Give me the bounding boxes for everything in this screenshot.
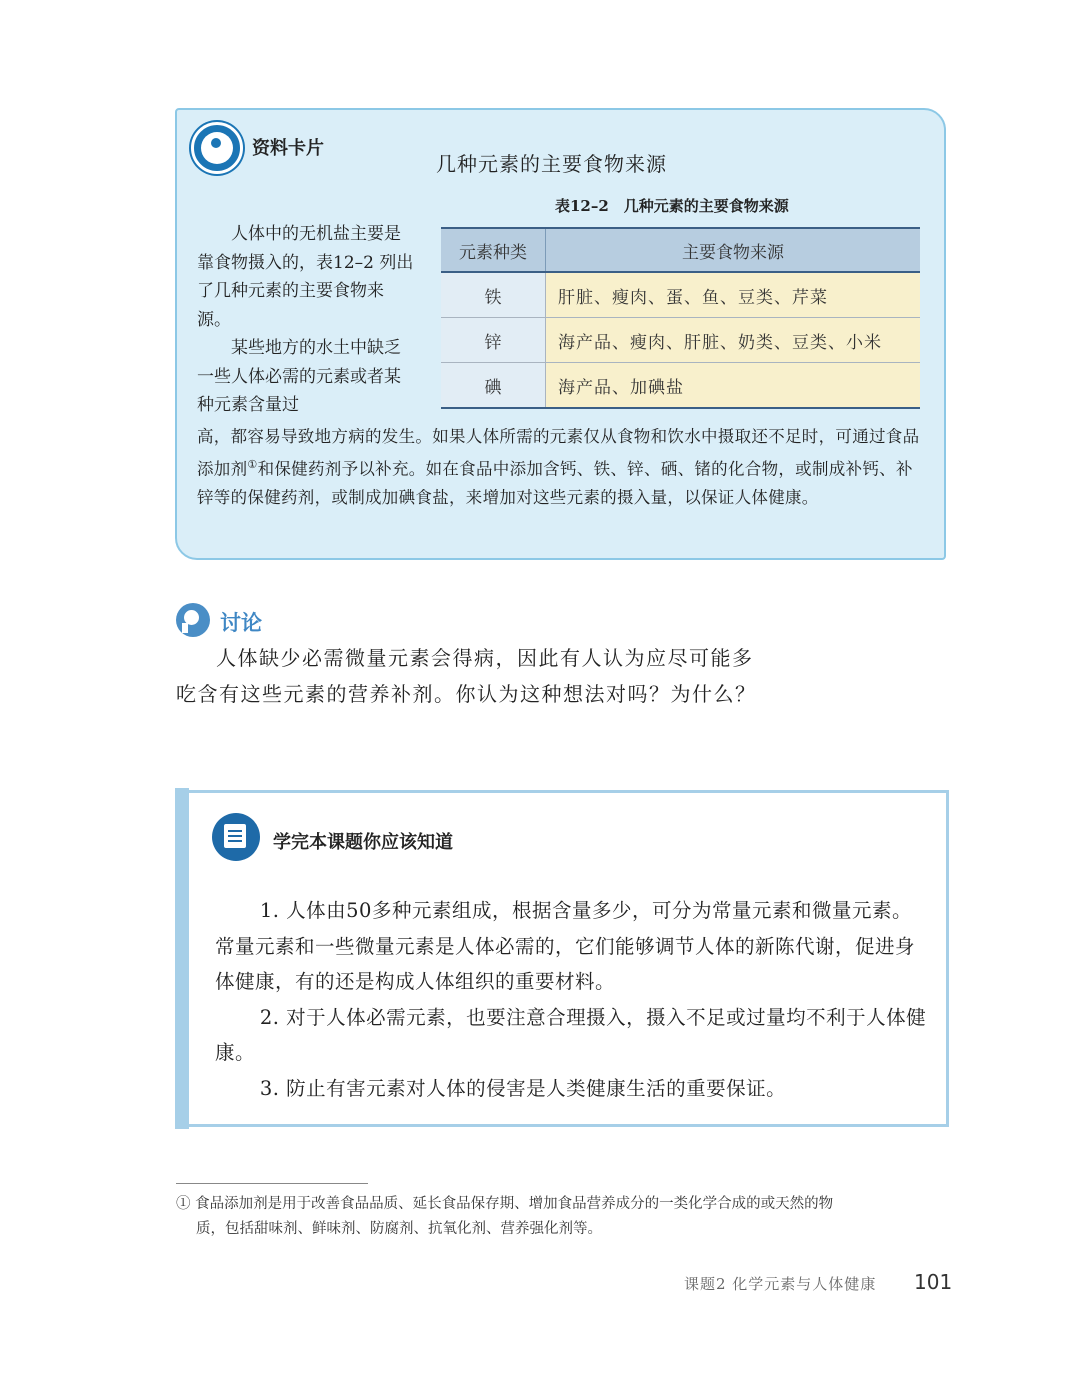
- info-card-label: 资料卡片: [252, 138, 324, 159]
- table-cell-source: 肝脏、瘦肉、蛋、鱼、豆类、芹菜: [546, 272, 921, 318]
- table-cell-source: 海产品、瘦肉、肝脏、奶类、豆类、小米: [546, 318, 921, 363]
- summary-item: 2. 对于人体必需元素，也要注意合理摄入，摄入不足或过量均不利于人体健康。: [215, 1005, 927, 1064]
- table-header-row: [441, 228, 920, 272]
- summary-item: 1. 人体由50多种元素组成，根据含量多少，可分为常量元素和微量元素。常量元素和一些微量元素是人体必需的，它们能够调节人体的新陈代谢，促进身体健康，有的还是构成人体组织的重要材料。: [215, 899, 916, 993]
- footnote-marker[interactable]: ①: [247, 458, 258, 471]
- info-card-title: 几种元素的主要食物来源: [436, 152, 667, 176]
- summary-label: 学完本课题你应该知道: [273, 832, 453, 853]
- footnote: [176, 1192, 951, 1242]
- table-row: [441, 272, 920, 318]
- info-card-icon: [191, 122, 243, 174]
- discussion-label: 讨论: [220, 611, 262, 635]
- footnote-line-2: 质，包括甜味剂、鲜味剂、防腐剂、抗氧化剂、营养强化剂等。: [196, 1221, 602, 1237]
- body-text-part-2: 和保健药剂予以补充。如在食品中添加含钙、铁、锌、硒、锗的化合物，或制成补钙、补锌等的保健药剂，或制成加碘食盐，来增加对这些元素的摄入量，以保证人体健康。: [197, 459, 913, 507]
- info-card-body-text: [197, 423, 927, 512]
- info-card-side-text: [197, 220, 415, 420]
- summary-side-bar: [175, 788, 189, 1129]
- table-cell-source: 海产品、加碘盐: [546, 363, 921, 409]
- summary-list: [215, 893, 930, 1106]
- discussion-paragraph: 人体缺少必需微量元素会得病，因此有人认为应尽可能多吃含有这些元素的营养补剂。你认为这种想法对吗？为什么？: [176, 646, 757, 706]
- discussion-text: [176, 640, 766, 712]
- table-row: [441, 363, 920, 409]
- table-cell-element: 碘: [441, 363, 546, 409]
- food-source-table: [441, 227, 920, 409]
- summary-item: 3. 防止有害元素对人体的侵害是人类健康生活的重要保证。: [259, 1076, 787, 1100]
- table-cell-element: 铁: [441, 272, 546, 318]
- body-text-part-1: 高，都容易导致地方病的发生。如果人体所需的元素仅从食物和饮水中摄取还不足时，可通过食品添加剂: [197, 427, 920, 479]
- table-header-source: 主要食物来源: [546, 228, 921, 272]
- table-caption: 表12–2 几种元素的主要食物来源: [555, 197, 789, 215]
- side-paragraph-1: 人体中的无机盐主要是靠食物摄入的，表12–2 列出了几种元素的主要食物来源。: [197, 224, 414, 330]
- footnote-line-1: ① 食品添加剂是用于改善食品品质、延长食品保存期、增加食品营养成分的一类化学合成的或天然的物: [176, 1196, 834, 1212]
- page-number: 101: [914, 1270, 953, 1294]
- footnote-rule: [176, 1183, 368, 1184]
- table-row: [441, 318, 920, 363]
- table-header-element: 元素种类: [441, 228, 546, 272]
- document-icon: [212, 813, 260, 861]
- side-paragraph-2: 某些地方的水土中缺乏一些人体必需的元素或者某种元素含量过: [197, 338, 401, 415]
- table-cell-element: 锌: [441, 318, 546, 363]
- discussion-icon: [176, 603, 210, 637]
- running-footer: 课题2 化学元素与人体健康: [684, 1275, 877, 1293]
